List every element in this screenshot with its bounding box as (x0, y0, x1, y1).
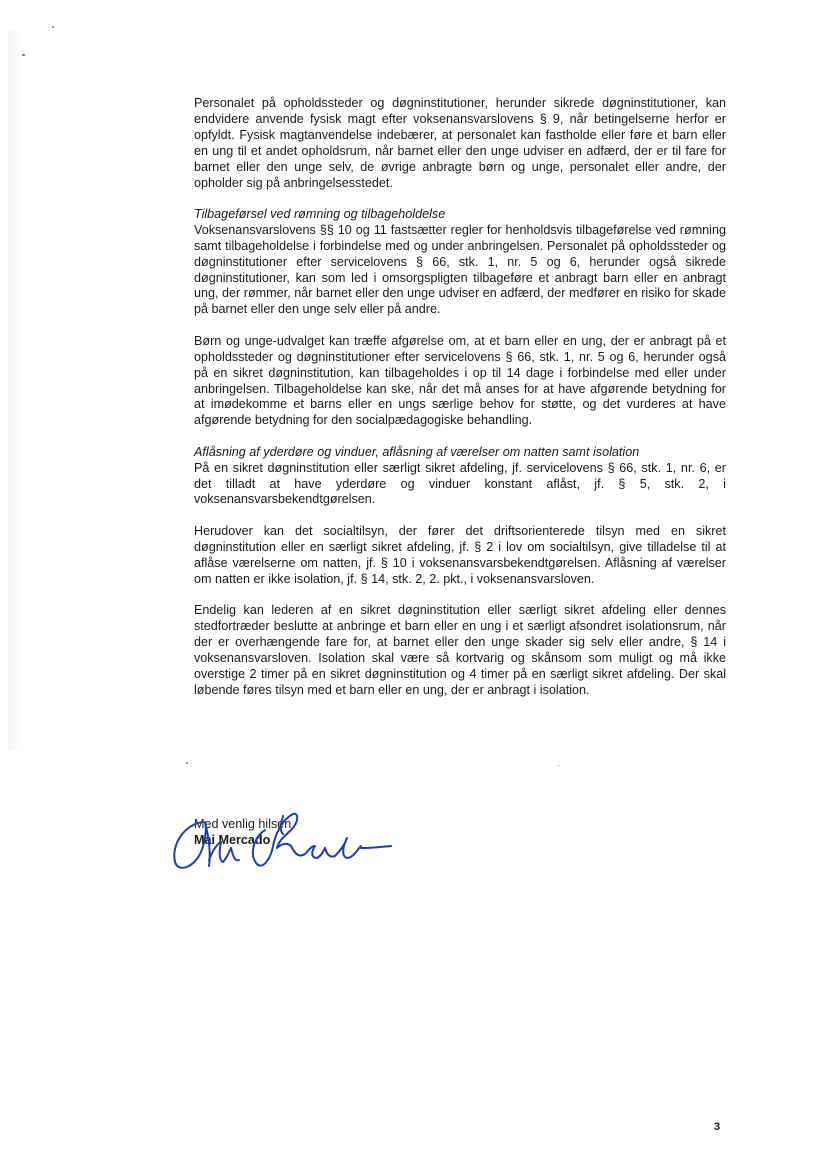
paragraph-text: På en sikret døgninstitution eller særligt sikret afdeling, jf. servicelovens § 66, stk. 1, nr. 6, er det tilladt at have yderdøre og vinduer konstant aflåst, jf. § 5, stk. 2, i voksenansvarsbekendtgørelsen. (194, 460, 726, 507)
paragraph-retention (194, 334, 726, 429)
paragraph-text: Herudover kan det socialtilsyn, der fører det driftsorienterede tilsyn med en sikret døgninstitution eller en særligt sikret afdeling, jf. § 2 i lov om socialtilsyn, give tilladelse til at aflåse værelserne om natten, jf. § 10 i voksenansvarsbekendtgørelsen. Aflåsning af værelser om natten er ikke isolation, jf. § 14, stk. 2, 2. pkt., i voksenansvarsloven. (194, 523, 726, 586)
section-heading-return-runaway: Tilbageførsel ved rømning og tilbageholdelse (194, 206, 446, 221)
paragraph-text: Voksenansvarslovens §§ 10 og 11 fastsætter regler for henholdsvis tilbageførelse ved rømning samt tilbageholdelse i forbindelse med og under anbringelsen. Personalet på opholdssteder og døgninstitutioner efter servicelovens § 66, stk. 1, nr. 5 og 6, herunder også sikrede døgninstitutioner, kan som led i omsorgspligten tilbageføre et anbragt barn eller en anbragt ung, der rømmer, når barnet eller den unge udviser en adfærd, der medfører en risiko for skade på barnet eller den unge selv eller på andre. (194, 222, 726, 317)
letter-body (194, 96, 726, 714)
handwritten-signature-icon (165, 800, 395, 880)
paragraph-return-runaway (194, 207, 726, 318)
paragraph-locking-isolation (194, 445, 726, 509)
scan-speck (22, 54, 25, 56)
scan-speck (52, 26, 54, 28)
section-heading-locking-isolation: Aflåsning af yderdøre og vinduer, aflåsning af værelser om natten samt isolation (194, 444, 640, 459)
page-number: 3 (714, 1121, 721, 1133)
closing-greeting: Med venlig hilsen (194, 817, 292, 831)
scan-speck (558, 765, 559, 766)
paragraph-physical-force (194, 96, 726, 191)
scan-shadow (8, 30, 22, 750)
paragraph-text: Personalet på opholdssteder og døgninstitutioner, herunder sikrede døgninstitutioner, kan endvidere anvende fysisk magt efter voksenansvarslovens § 9, når betingelserne herfor er opfyldt. Fysisk magtanvendelse indebærer, at personalet kan fastholde eller føre et barn eller en ung til et andet opholdsrum, når barnet eller den unge udviser en adfærd, der er til fare for barnet eller den unge selv, de øvrige anbragte børn og unge, personalet eller andre, der opholder sig på anbringelsesstedet. (194, 96, 726, 190)
paragraph-isolation (194, 603, 726, 698)
paragraph-text: Børn og unge-udvalget kan træffe afgørelse om, at et barn eller en ung, der er anbragt på et opholdssteder og døgninstitutioner efter servicelovens § 66, stk. 1, nr. 5 og 6, herunder også på en sikret døgninstitution, kan tilbageholdes i op til 14 dage i forbindelse med eller under anbringelsen. Tilbageholdelse kan ske, når det må anses for at have afgørende betydning for at imødekomme et barns eller en ungs særlige behov for støtte, og det vurderes at have afgørende betydning for den socialpædagogiske behandling. (194, 333, 726, 428)
signatory-name: Mai Mercado (194, 833, 271, 847)
paragraph-text: Endelig kan lederen af en sikret døgninstitution eller særligt sikret afdeling eller dennes stedfortræder beslutte at anbringe et barn eller en ung i et særligt afsondret isolationsrum, når der er overhængende fare for, at barnet eller den unge skader sig selv eller andre, § 14 i voksenansvarsloven. Isolation skal være så kortvarig og skånsom som muligt og må ikke overstige 2 timer på en sikret døgninstitution og 4 timer på en særligt sikret afdeling. Der skal løbende føres tilsyn med et barn eller en ung, der er anbragt i isolation. (194, 602, 726, 697)
paragraph-night-locking (194, 524, 726, 588)
scan-speck (186, 762, 188, 764)
